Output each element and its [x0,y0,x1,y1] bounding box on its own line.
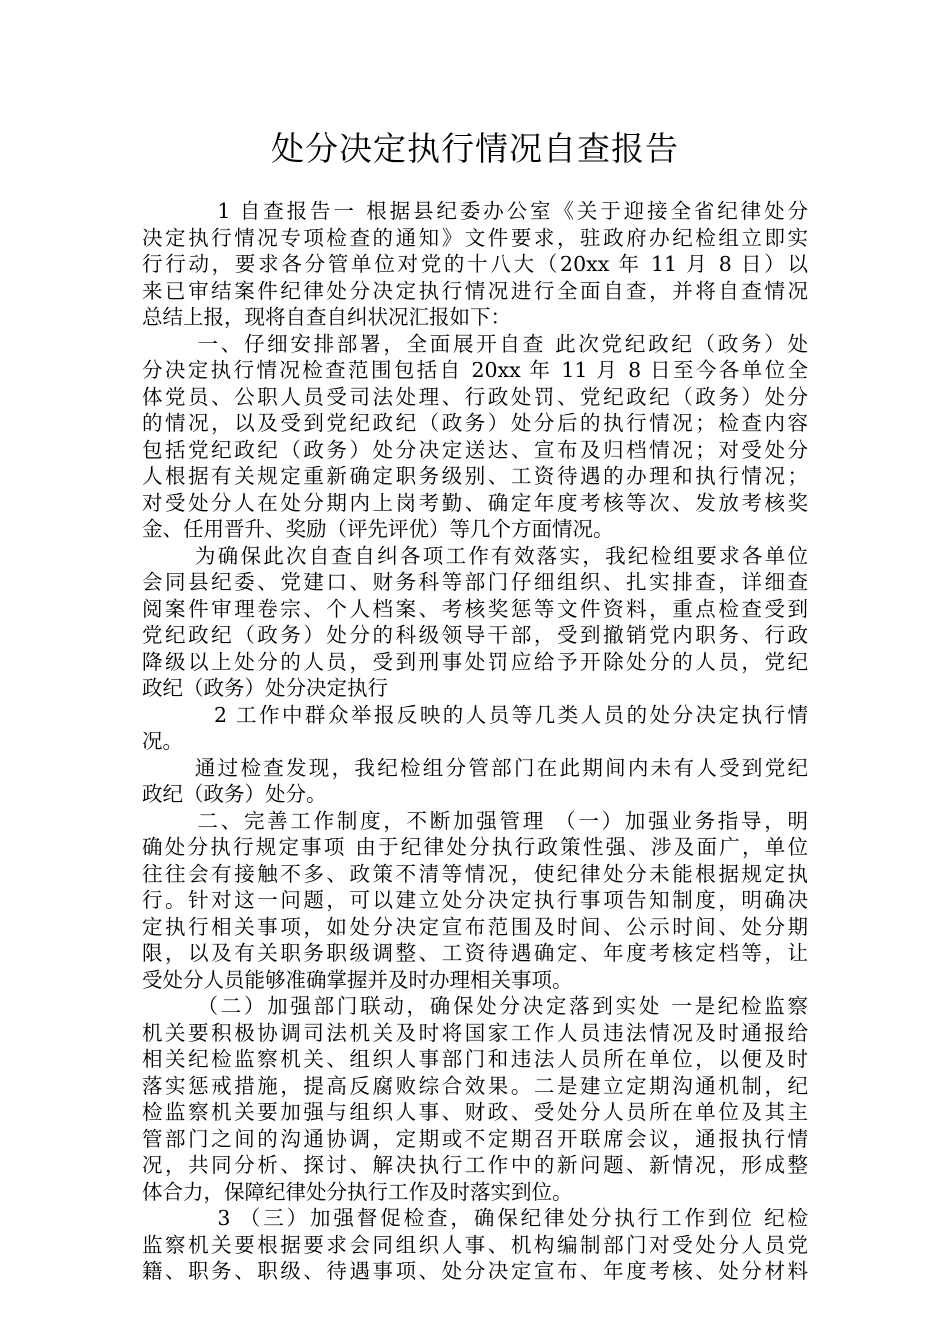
body-text-line: 阅案件审理卷宗、个人档案、考核奖惩等文件资料，重点检查受到 [142,596,808,621]
document-title: 处分决定执行情况自查报告 [271,129,679,168]
body-text-line: 况。 [142,729,183,753]
body-text-line: 对受处分人在处分期内上岗考勤、确定年度考核等次、发放考核奖 [142,490,808,515]
body-text-line: 的情况，以及受到党纪政纪（政务）处分后的执行情况；检查内容 [142,411,808,435]
body-text-line: 3 （三）加强督促检查，确保纪律处分执行工作到位 纪检 [142,1206,808,1230]
body-text-line: 人根据有关规定重新确定职务级别、工资待遇的办理和执行情况； [142,464,808,488]
body-text-line: 体合力，保障纪律处分执行工作及时落实到位。 [142,1179,573,1204]
body-text-line: （二）加强部门联动，确保处分决定落到实处 一是纪检监察 [142,994,808,1018]
body-text-line: 监察机关要根据要求会同组织人事、机构编制部门对受处分人员党 [142,1232,808,1257]
body-text-line: 分决定执行情况检查范围包括自 20xx 年 11 月 8 日至今各单位全 [142,358,808,382]
body-text-line: 包括党纪政纪（政务）处分决定送达、宣布及归档情况；对受处分 [142,437,808,462]
body-text-line: 总结上报，现将自查自纠状况汇报如下： [142,305,511,329]
body-text-line: 检监察机关要加强与组织人事、财政、受处分人员所在单位及其主 [142,1100,808,1124]
body-text-line: 行。针对这一问题，可以建立处分决定执行事项告知制度，明确决 [142,888,808,912]
body-text-line: 籍、职务、职级、待遇事项、处分决定宣布、年度考核、处分材料 [142,1259,808,1283]
body-text-line: 决定执行情况专项检查的通知》文件要求，驻政府办纪检组立即实 [142,225,808,250]
body-text-line: 限，以及有关职务职级调整、工资待遇确定、年度考核定档等，让 [142,941,808,965]
body-text-line: 行行动，要求各分管单位对党的十八大（20xx 年 11 月 8 日）以 [142,252,808,276]
body-text-line: 政纪（政务）处分决定执行 [142,676,388,700]
body-text-line: 体党员、公职人员受司法处理、行政处罚、党纪政纪（政务）处分 [142,384,808,409]
body-text-line: 金、任用晋升、奖励（评先评优）等几个方面情况。 [142,517,614,541]
body-text-line: 二、完善工作制度，不断加强管理 （一）加强业务指导，明 [142,808,808,833]
body-text-line: 相关纪检监察机关、组织人事部门和违法人员所在单位，以便及时 [142,1047,808,1071]
document-body [142,198,808,1285]
body-text-line: 落实惩戒措施，提高反腐败综合效果。二是建立定期沟通机制，纪 [142,1073,808,1098]
body-text-line: 政纪（政务）处分。 [142,782,327,806]
body-text-line: 定执行相关事项，如处分决定宣布范围及时间、公示时间、处分期 [142,914,808,939]
body-text-line: 管部门之间的沟通协调，定期或不定期召开联席会议，通报执行情 [142,1126,808,1151]
body-text-line: 2 工作中群众举报反映的人员等几类人员的处分决定执行情 [142,702,808,727]
body-text-line: 确处分执行规定事项 由于纪律处分执行政策性强、涉及面广，单位 [142,835,808,859]
body-text-line: 会同县纪委、党建口、财务科等部门仔细组织、扎实排查，详细查 [142,570,808,594]
body-text-line: 况，共同分析、探讨、解决执行工作中的新问题、新情况，形成整 [142,1153,808,1177]
body-text-line: 通过检查发现，我纪检组分管部门在此期间内未有人受到党纪 [142,755,808,780]
body-text-line: 一、仔细安排部署，全面展开自查 此次党纪政纪（政务）处 [142,331,808,356]
body-text-line: 受处分人员能够准确掌握并及时办理相关事项。 [142,967,573,992]
body-text-line: 为确保此次自查自纠各项工作有效落实，我纪检组要求各单位 [142,543,808,568]
body-text-line: 往往会有接触不多、政策不清等情况，使纪律处分未能根据规定执 [142,861,808,886]
body-text-line: 1 自查报告一 根据县纪委办公室《关于迎接全省纪律处分 [142,199,808,223]
body-text-line: 降级以上处分的人员，受到刑事处罚应给予开除处分的人员，党纪 [142,649,808,674]
body-text-line: 来已审结案件纪律处分决定执行情况进行全面自查，并将自查情况 [142,278,808,303]
body-text-line: 党纪政纪（政务）处分的科级领导干部，受到撤销党内职务、行政 [142,623,808,647]
body-text-line: 机关要积极协调司法机关及时将国家工作人员违法情况及时通报给 [142,1020,808,1045]
